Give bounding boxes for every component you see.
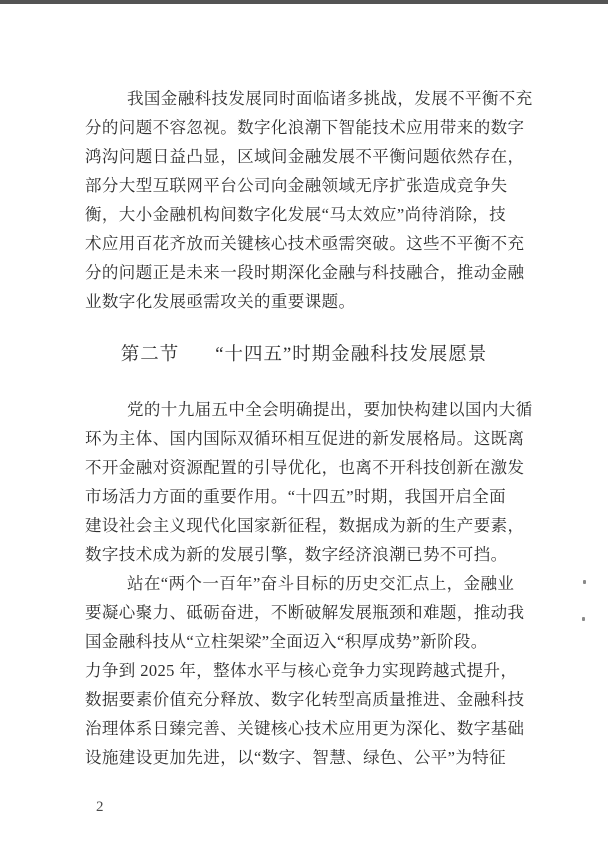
paragraph-plenum <box>85 395 533 569</box>
text-line: 术应用百花齐放而关键核心技术亟需突破。这些不平衡不充 <box>85 234 525 253</box>
text-line: 要凝心聚力、砥砺奋进，不断破解发展瓶颈和难题，推动我 <box>85 603 525 622</box>
text-line: 设施建设更加先进，以“数字、智慧、绿色、公平”为特征 <box>85 748 507 767</box>
text-line: 鸿沟问题日益凸显，区域间金融发展不平衡问题依然存在， <box>85 147 525 166</box>
text-line: 分的问题正是未来一段时期深化金融与科技融合，推动金融 <box>85 263 525 282</box>
page-content <box>85 84 533 817</box>
text-line: 环为主体、国内国际双循环相互促进的新发展格局。这既离 <box>85 429 525 448</box>
text-line: 衡，大小金融机构间数字化发展“马太效应”尚待消除，技 <box>85 205 507 224</box>
text-line: 治理体系日臻完善、关键核心技术应用更为深化、数字基础 <box>85 719 525 738</box>
text-line: 数据要素价值充分释放、数字化转型高质量推进、金融科技 <box>85 690 525 709</box>
paragraph-vision-2025 <box>85 569 523 772</box>
text-line: 分的问题不容忽视。数字化浪潮下智能技术应用带来的数字 <box>85 118 525 137</box>
text-line: 不开金融对资源配置的引导优化，也离不开科技创新在激发 <box>85 458 525 477</box>
text-line: 部分大型互联网平台公司向金融领域无序扩张造成竞争失 <box>85 176 508 195</box>
text-line: 建设社会主义现代化国家新征程，数据成为新的生产要素， <box>85 516 525 535</box>
text-line: 国金融科技从“立柱架梁”全面迈入“积厚成势”新阶段。 <box>85 632 488 651</box>
scan-top-edge-bar <box>0 0 608 4</box>
scan-speck-artifact <box>582 617 585 621</box>
paragraph-challenges <box>85 84 533 316</box>
text-line: 数字技术成为新的发展引擎，数字经济浪潮已势不可挡。 <box>85 545 508 564</box>
text-line: 业数字化发展亟需攻关的重要课题。 <box>85 292 356 311</box>
scan-speck-artifact <box>583 580 586 584</box>
text-line: 我国金融科技发展同时面临诸多挑战，发展不平衡不充 <box>127 89 533 108</box>
section-title: “十四五”时期金融科技发展愿景 <box>215 345 488 365</box>
text-line: 市场活力方面的重要作用。“十四五”时期，我国开启全面 <box>85 487 507 506</box>
section-number: 第二节 <box>120 345 180 365</box>
text-line: 力争到 2025 年，整体水平与核心竞争力实现跨越式提升， <box>85 661 518 680</box>
page-number: 2 <box>96 799 104 815</box>
section-heading <box>85 340 523 370</box>
text-line: 党的十九届五中全会明确提出，要加快构建以国内大循 <box>127 400 533 419</box>
text-line: 站在“两个一百年”奋斗目标的历史交汇点上，金融业 <box>127 574 515 593</box>
